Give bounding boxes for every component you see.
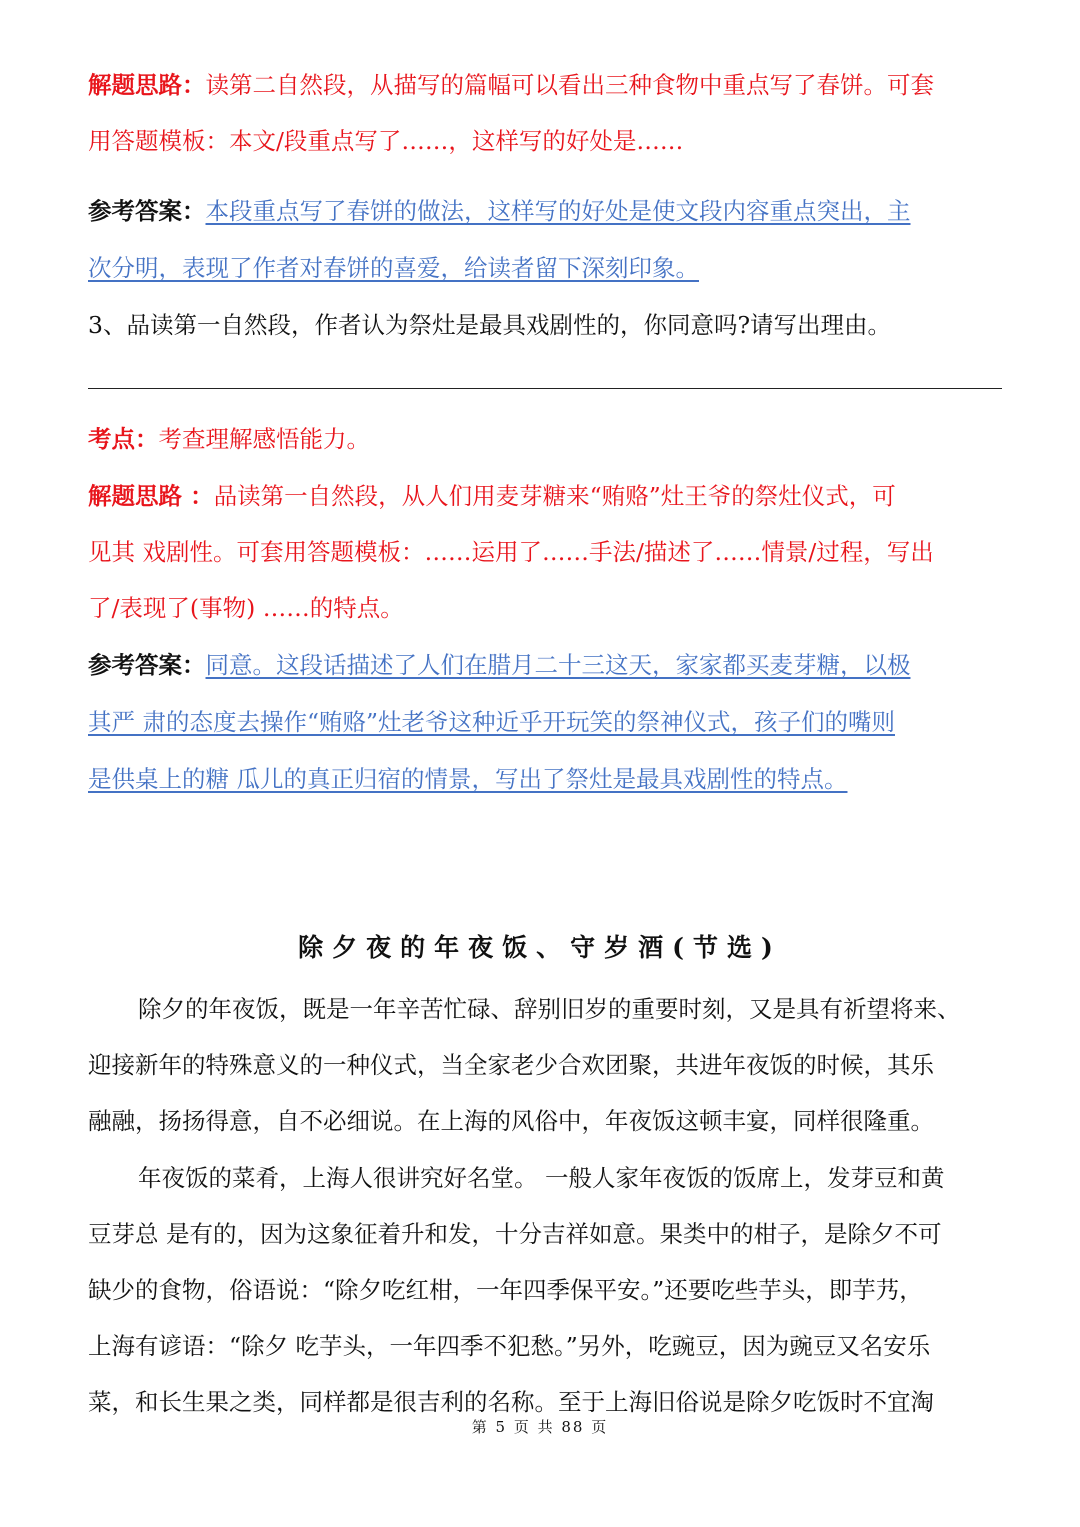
q3-point-line: [88, 420, 370, 454]
q3-answer-text1: 同意。这段话描述了人们在腊月二十三这天，家家都买麦芽糖，以极: [205, 651, 911, 679]
article-p1-line1: 除夕的年夜饭，既是一年辛苦忙碌、辞别旧岁的重要时刻，又是具有祈望将来、: [138, 995, 961, 1023]
q3-analysis-line2: 见其 戏剧性。可套用答题模板：……运用了……手法/描述了……情景/过程，写出: [88, 538, 934, 566]
q3-point-label: 考点：: [88, 425, 159, 453]
article-title: 除夕夜的年夜饭、守岁酒(节选): [298, 933, 782, 962]
article-p1-line3: 融融，扬扬得意，自不必细说。在上海的风俗中，年夜饭这顿丰宴，同样很隆重。: [88, 1107, 934, 1135]
q3-answer-line3: 是供桌上的糖 瓜儿的真正归宿的情景，写出了祭灶是最具戏剧性的特点。: [88, 765, 848, 793]
article-p1-line2: 迎接新年的特殊意义的一种仪式，当全家老少合欢团聚，共进年夜饭的时候，其乐: [88, 1051, 934, 1079]
q3-answer-line1: [88, 646, 911, 680]
article-p2-line3: 缺少的食物，俗语说：“除夕吃红柑，一年四季保平安。”还要吃些芋头，即芋艿，: [88, 1276, 923, 1304]
q3-answer-label: 参考答案：: [88, 651, 206, 679]
q2-analysis-line2: 用答题模板：本文/段重点写了……，这样写的好处是……: [88, 127, 684, 155]
q3-answer-line2: 其严 肃的态度去操作“贿赂”灶老爷这种近乎开玩笑的祭神仪式，孩子们的嘴则: [88, 708, 895, 736]
q3-point-text: 考查理解感悟能力。: [158, 425, 370, 453]
q2-answer-line1: [88, 192, 911, 226]
q2-analysis-line1: [88, 66, 934, 100]
q3-analysis-text1: 品读第一自然段，从人们用麦芽糖来“贿赂”灶王爷的祭灶仪式，可: [213, 482, 896, 510]
q3-analysis-line3: 了/表现了(事物) ……的特点。: [88, 594, 404, 622]
article-p2-line2: 豆芽总 是有的，因为这象征着升和发，十分吉祥如意。果类中的柑子，是除夕不可: [88, 1220, 942, 1248]
q2-analysis-text1: 读第二自然段，从描写的篇幅可以看出三种食物中重点写了春饼。可套: [205, 71, 934, 99]
q2-answer-label: 参考答案：: [88, 197, 206, 225]
page-number-footer: 第 5 页 共 88 页: [471, 1418, 609, 1436]
article-p2-line4: 上海有谚语：“除夕 吃芋头，一年四季不犯愁。”另外，吃豌豆，因为豌豆又名安乐: [88, 1332, 931, 1360]
article-p2-line5: 菜，和长生果之类，同样都是很吉利的名称。至于上海旧俗说是除夕吃饭时不宜淘: [88, 1388, 934, 1416]
q2-answer-text1: 本段重点写了春饼的做法，这样写的好处是使文段内容重点突出，主: [205, 197, 911, 225]
q2-analysis-label: 解题思路：: [88, 71, 206, 99]
q3-analysis-line1: [88, 477, 896, 511]
q3-analysis-label: 解题思路 ：: [88, 482, 214, 510]
answer-line-divider: [88, 388, 1002, 389]
q2-answer-line2: 次分明，表现了作者对春饼的喜爱，给读者留下深刻印象。: [88, 254, 699, 282]
q3-question: 3、品读第一自然段，作者认为祭灶是最具戏剧性的，你同意吗?请写出理由。: [88, 311, 892, 339]
article-p2-line1: 年夜饭的菜肴，上海人很讲究好名堂。 一般人家年夜饭的饭席上，发芽豆和黄: [138, 1164, 945, 1192]
